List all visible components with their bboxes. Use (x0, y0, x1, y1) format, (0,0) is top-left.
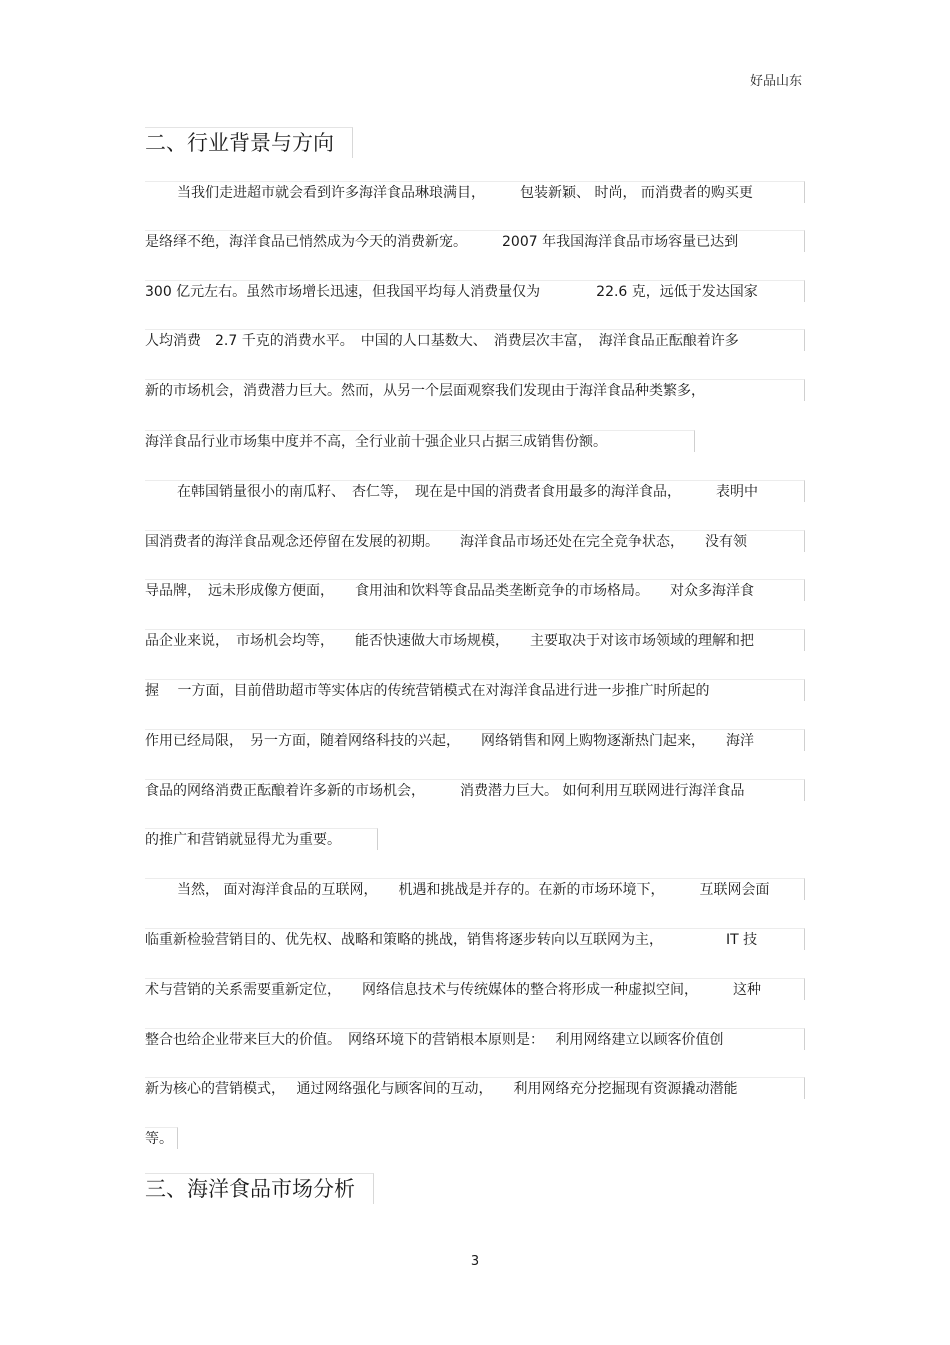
paragraph-line: 当我们走进超市就会看到许多海洋食品琳琅满目， 包装新颖、 时尚， 而消费者的购买更 (145, 181, 805, 203)
header-brand-text: 好品山东 (749, 74, 802, 89)
paragraph-line: 食品的网络消费正酝酿着许多新的市场机会， 消费潜力巨大。 如何利用互联网进行海洋食品 (145, 779, 805, 801)
paragraph-line: 导品牌， 远未形成像方便面， 食用油和饮料等食品品类垄断竞争的市场格局。 对众多海洋食 (145, 579, 805, 601)
section-heading-market-analysis: 三、海洋食品市场分析 (145, 1173, 374, 1204)
paragraph-line: 是络绎不绝，海洋食品已悄然成为今天的消费新宠。 2007 年我国海洋食品市场容量已达到 (145, 230, 805, 252)
paragraph-line: 的推广和营销就显得尤为重要。 (145, 828, 378, 850)
paragraph-line: 新为核心的营销模式， 通过网络强化与顾客间的互动， 利用网络充分挖掘现有资源撬动潜能 (145, 1077, 805, 1099)
paragraph-line: 海洋食品行业市场集中度并不高，全行业前十强企业只占据三成销售份额。 (145, 430, 695, 452)
paragraph-line: 等。 (145, 1127, 178, 1149)
paragraph-line: 新的市场机会，消费潜力巨大。然而，从另一个层面观察我们发现由于海洋食品种类繁多， (145, 379, 805, 401)
paragraph-line: 临重新检验营销目的、优先权、战略和策略的挑战，销售将逐步转向以互联网为主， IT 技 (145, 928, 805, 950)
paragraph-line: 人均消费 2.7 千克的消费水平。 中国的人口基数大、 消费层次丰富， 海洋食品正酝酿着许多 (145, 329, 805, 351)
paragraph-line: 作用已经局限， 另一方面，随着网络科技的兴起， 网络销售和网上购物逐渐热门起来， 海洋 (145, 729, 805, 751)
paragraph-line: 在韩国销量很小的南瓜籽、 杏仁等， 现在是中国的消费者食用最多的海洋食品， 表明中 (145, 480, 805, 502)
paragraph-line: 术与营销的关系需要重新定位， 网络信息技术与传统媒体的整合将形成一种虚拟空间， 这种 (145, 978, 805, 1000)
paragraph-line: 整合也给企业带来巨大的价值。 网络环境下的营销根本原则是： 利用网络建立以顾客价值创 (145, 1028, 805, 1050)
paragraph-line: 当然， 面对海洋食品的互联网， 机遇和挑战是并存的。在新的市场环境下， 互联网会面 (145, 878, 805, 900)
paragraph-line: 300 亿元左右。虽然市场增长迅速，但我国平均每人消费量仅为 22.6 克，远低于发达国家 (145, 280, 805, 302)
paragraph-line: 握 一方面，目前借助超市等实体店的传统营销模式在对海洋食品进行进一步推广时所起的 (145, 679, 805, 701)
paragraph-line: 品企业来说， 市场机会均等， 能否快速做大市场规模， 主要取决于对该市场领域的理解和把 (145, 629, 805, 651)
section-heading-industry-background: 二、行业背景与方向 (145, 127, 353, 158)
paragraph-line: 国消费者的海洋食品观念还停留在发展的初期。 海洋食品市场还处在完全竞争状态， 没有领 (145, 530, 805, 552)
page-number: 3 (470, 1254, 480, 1269)
